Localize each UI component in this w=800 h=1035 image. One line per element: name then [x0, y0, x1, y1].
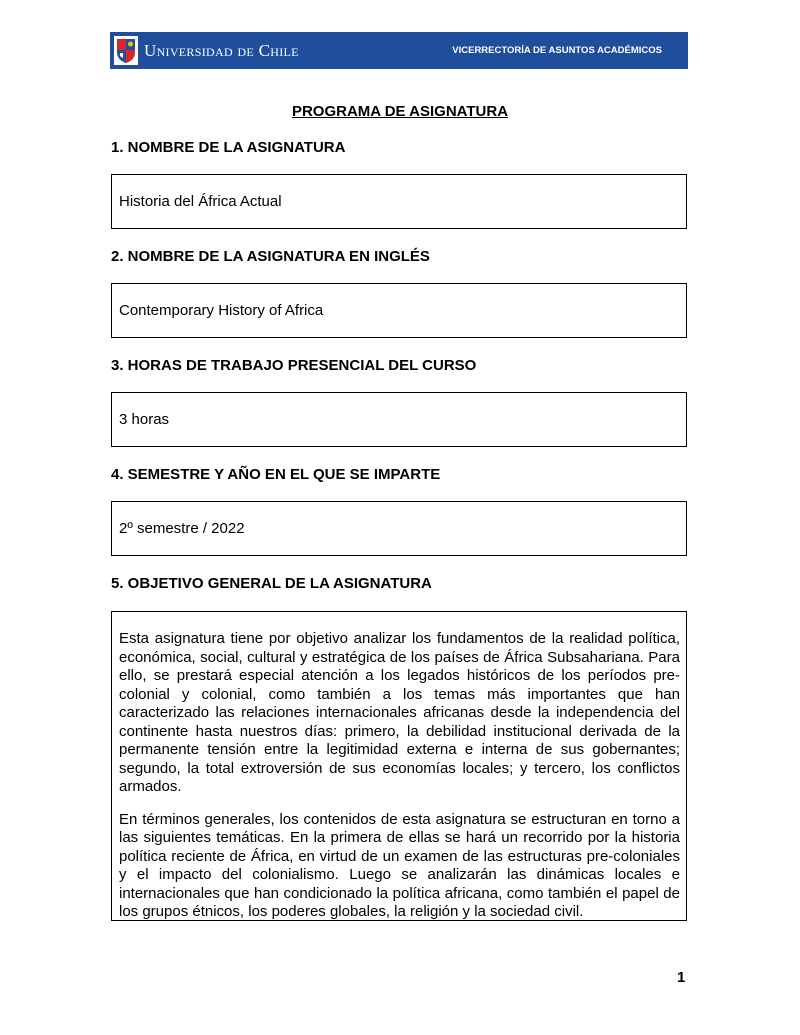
university-crest-icon	[114, 36, 138, 65]
objective-paragraph-1: Esta asignatura tiene por objetivo analizar los fundamentos de la realidad política, económica, social, cultural y estratégica de los países de África Subsahariana. Para ello, se prestará especial atención a los legados históricos de los períodos pre-colonial y colonial, como también a los temas más importantes que han caracterizado las relaciones internacionales africanas desde la independencia del continente hasta nuestros días: primero, la debilidad institucional derivada de la permanente tensión entre la legitimidad externa e interna de sus gobernantes; segundo, la total extroversión de sus economías locales; y tercero, los conflictos armados.	[119, 630, 680, 795]
section-4-heading: 4. SEMESTRE Y AÑO EN EL QUE SE IMPARTE	[111, 466, 441, 483]
section-4-box	[111, 501, 687, 556]
section-2-heading: 2. NOMBRE DE LA ASIGNATURA EN INGLÉS	[111, 248, 430, 265]
objective-paragraph-2: En términos generales, los contenidos de esta asignatura se estructuran en torno a las siguientes temáticas. En la primera de ellas se hará un recorrido por la historia política reciente de África, en virtud de un examen de las estructuras pre-coloniales y el impacto del colonialismo. Luego se analizarán las dinámicas locales e internacionales que han condicionado la política africana, como también el papel de los grupos étnicos, los poderes globales, la religión y la sociedad civil.	[119, 810, 680, 920]
section-5-heading: 5. OBJETIVO GENERAL DE LA ASIGNATURA	[111, 575, 432, 592]
page-number: 1	[677, 969, 686, 986]
university-name: Universidad de Chile	[144, 41, 299, 60]
section-1-box	[111, 174, 687, 229]
header-banner	[110, 32, 688, 69]
course-name-english: Contemporary History of Africa	[119, 302, 324, 319]
department-name: VICERRECTORÍA DE ASUNTOS ACADÉMICOS	[452, 45, 662, 56]
semester-year: 2º semestre / 2022	[119, 520, 245, 537]
section-1-heading: 1. NOMBRE DE LA ASIGNATURA	[111, 139, 346, 156]
section-3-box	[111, 392, 687, 447]
section-5-box	[111, 611, 687, 921]
course-name: Historia del África Actual	[119, 193, 282, 210]
document-title: PROGRAMA DE ASIGNATURA	[291, 103, 509, 120]
section-2-box	[111, 283, 687, 338]
contact-hours: 3 horas	[119, 411, 170, 428]
section-3-heading: 3. HORAS DE TRABAJO PRESENCIAL DEL CURSO	[111, 357, 477, 374]
